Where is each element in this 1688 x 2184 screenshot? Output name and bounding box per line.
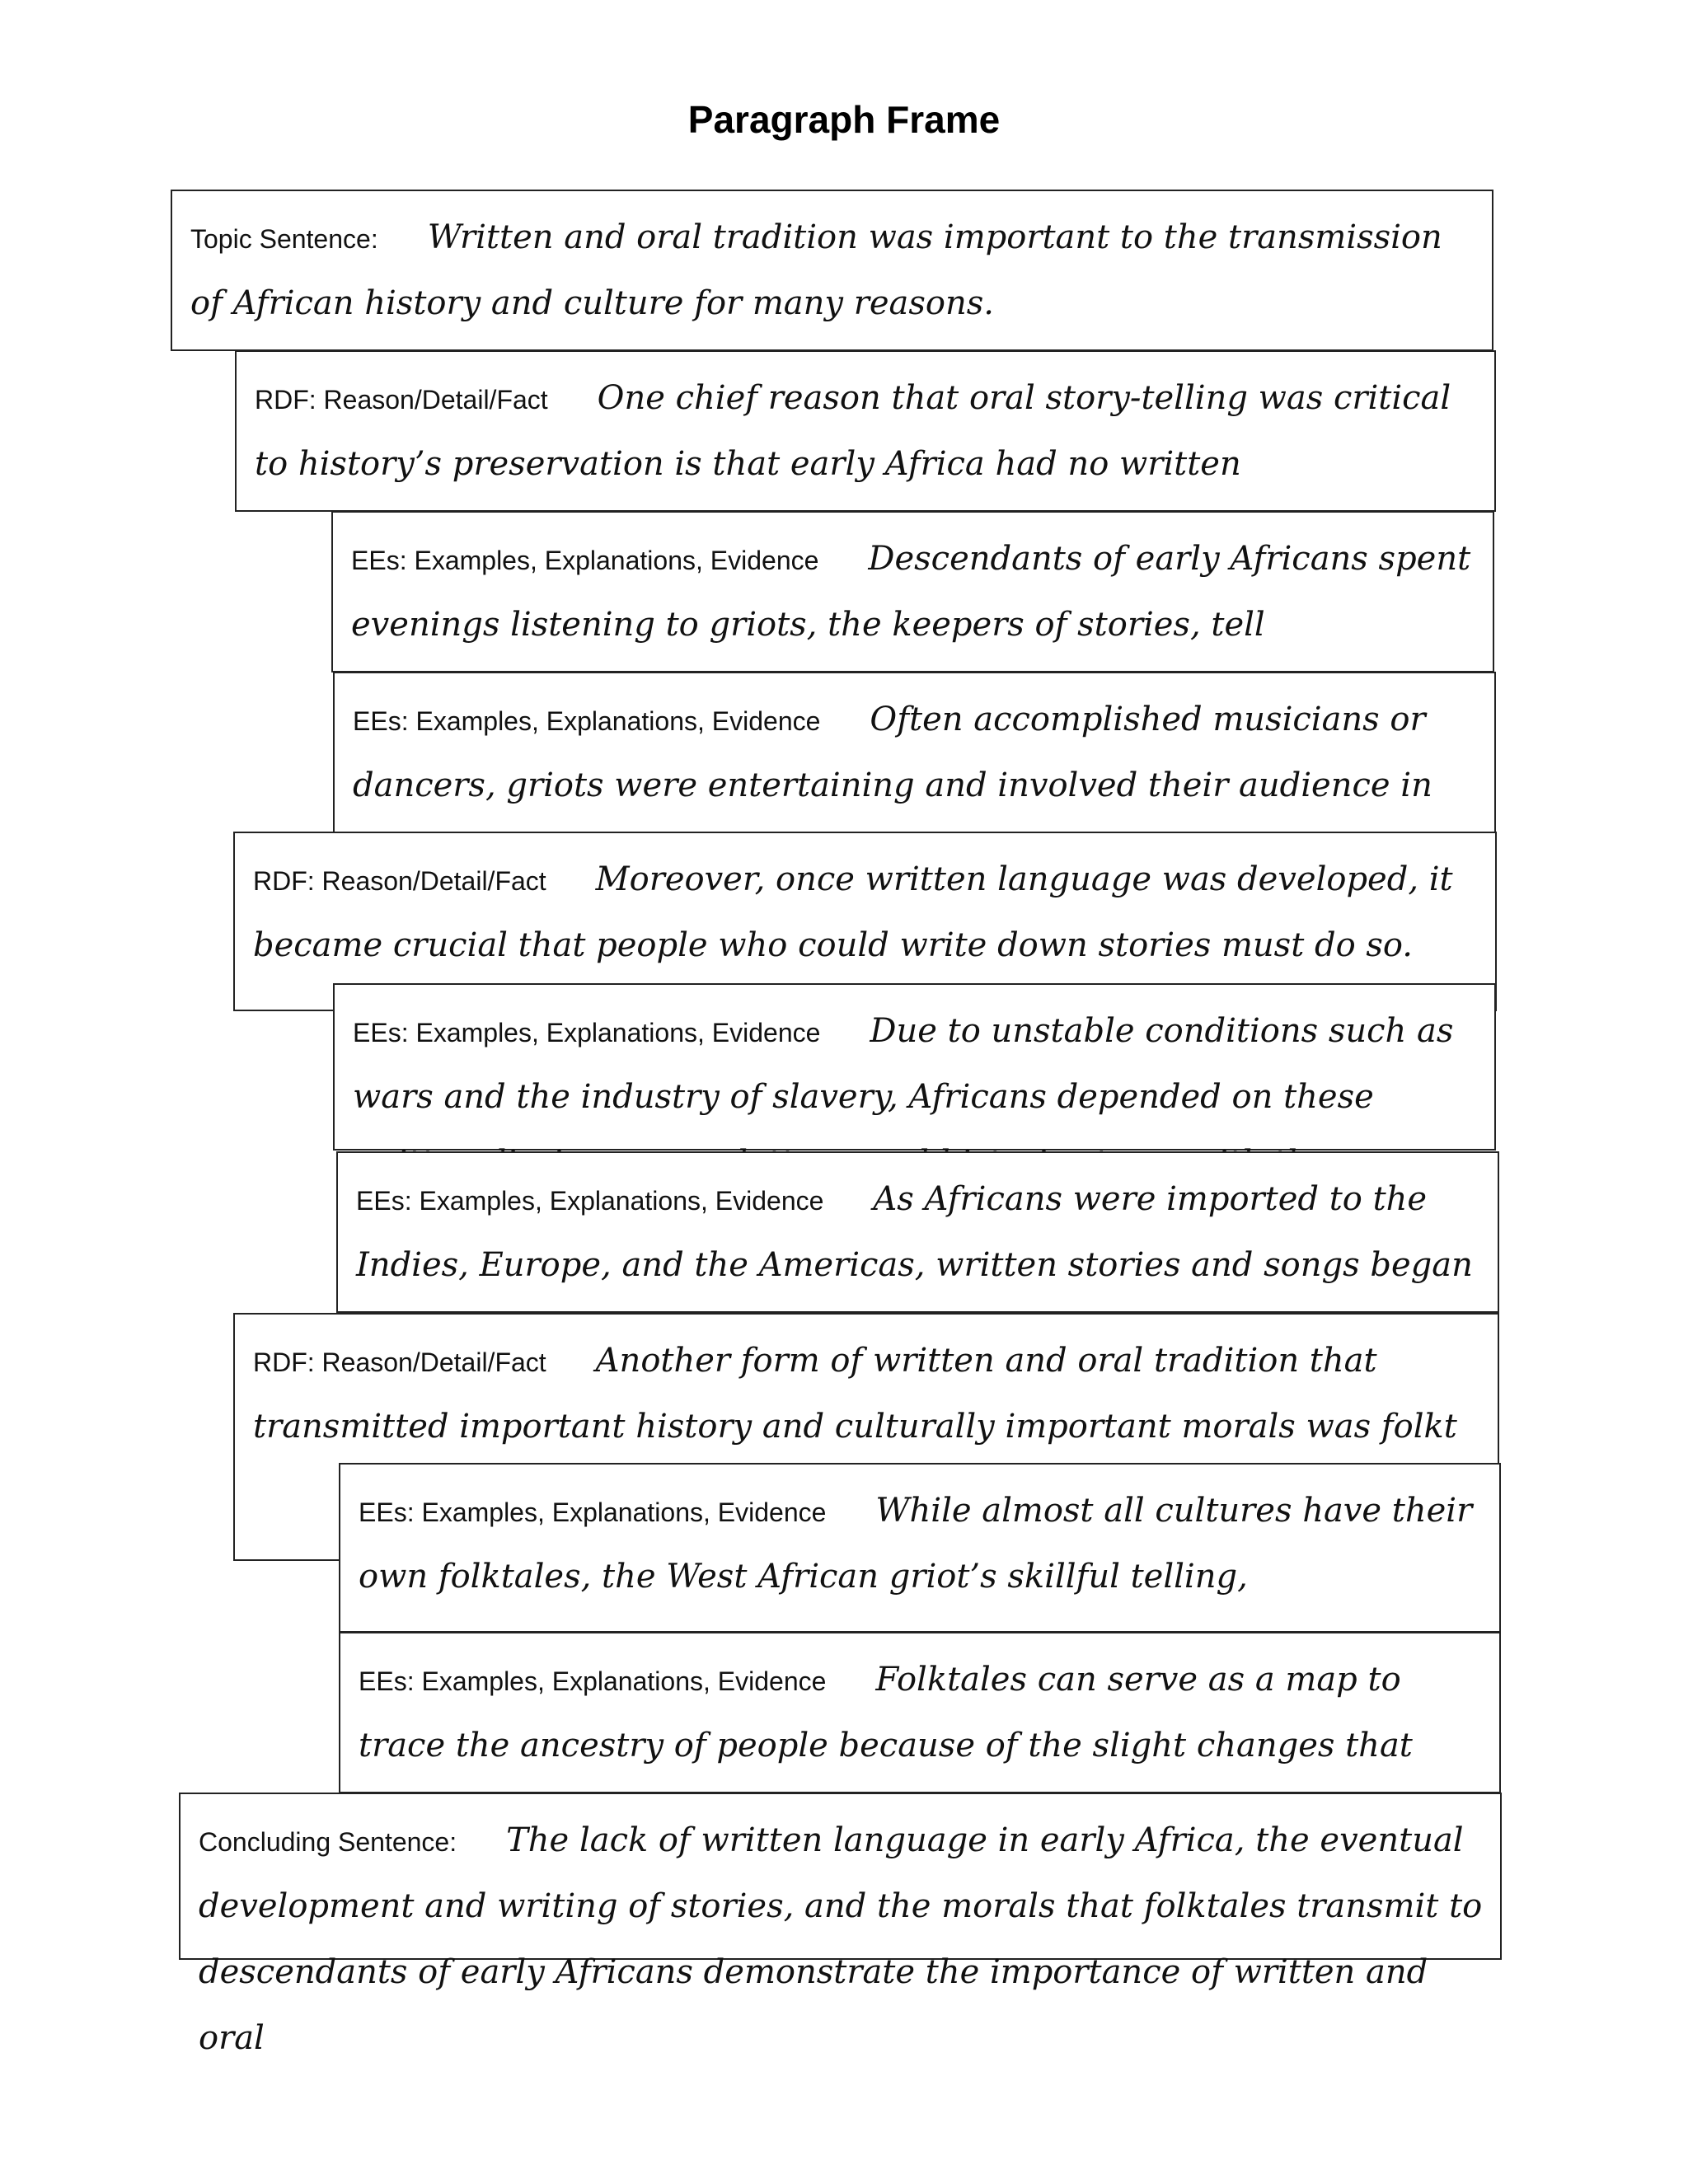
handwritten-text: Often accomplished musicians or dancers, griots were entertaining and involved their audience in	[353, 701, 1432, 804]
handwritten-text: Written and oral tradition was important to the transmission of African history and culture for many reasons.	[190, 218, 1442, 322]
ee-box-2b	[336, 1151, 1499, 1313]
handwritten-text: As Africans were imported to the Indies, Europe, and the Americas, written stories and songs began	[356, 1180, 1473, 1284]
handwritten-text: Folktales can serve as a map to trace the ancestry of people because of the slight changes that	[359, 1661, 1413, 1765]
ee-box-1b	[333, 672, 1496, 833]
rdf-box-1	[235, 350, 1496, 512]
ee-box-3a	[339, 1463, 1501, 1633]
box-label: EEs: Examples, Explanations, Evidence	[353, 706, 821, 736]
handwritten-text: Another form of written and oral tradition that transmitted important history and culturally important morals was folkt	[253, 1342, 1457, 1446]
box-label: Concluding Sentence:	[199, 1827, 457, 1857]
topic-sentence-box	[171, 190, 1493, 351]
box-label: EEs: Examples, Explanations, Evidence	[353, 1018, 821, 1047]
handwritten-text: Due to unstable conditions such as wars and the industry of slavery, Africans depended on these	[353, 1012, 1454, 1116]
box-label: EEs: Examples, Explanations, Evidence	[359, 1497, 827, 1527]
box-label: EEs: Examples, Explanations, Evidence	[356, 1186, 824, 1216]
page-title: Paragraph Frame	[687, 98, 1001, 141]
box-label: EEs: Examples, Explanations, Evidence	[359, 1666, 827, 1696]
handwritten-text: The lack of written language in early Africa, the eventual development and writing of stories, and the morals that folktales transmit to descendants of early Africans demonstrate the importance of written and oral	[199, 1821, 1483, 2057]
concluding-sentence-box	[179, 1793, 1502, 2057]
handwritten-text: While almost all cultures have their own folktales, the West African griot’s skillful telling,	[359, 1492, 1473, 1596]
ee-box-1a	[331, 511, 1494, 673]
box-label: RDF: Reason/Detail/Fact	[253, 866, 546, 896]
ee-box-3b	[339, 1632, 1501, 1793]
handwritten-text: Descendants of early Africans spent evenings listening to griots, the keepers of stories, tell	[351, 540, 1471, 644]
handwritten-text: One chief reason that oral story-telling was critical to history’s preservation is that early Africa had no written	[255, 379, 1451, 483]
box-label: Topic Sentence:	[190, 224, 378, 254]
box-label: EEs: Examples, Explanations, Evidence	[351, 546, 819, 575]
handwritten-text: Moreover, once written language was developed, it became crucial that people who could write down stories must do so.	[253, 860, 1453, 964]
ee-box-2a	[333, 983, 1496, 1151]
box-label: RDF: Reason/Detail/Fact	[253, 1347, 546, 1377]
box-label: RDF: Reason/Detail/Fact	[255, 385, 548, 415]
